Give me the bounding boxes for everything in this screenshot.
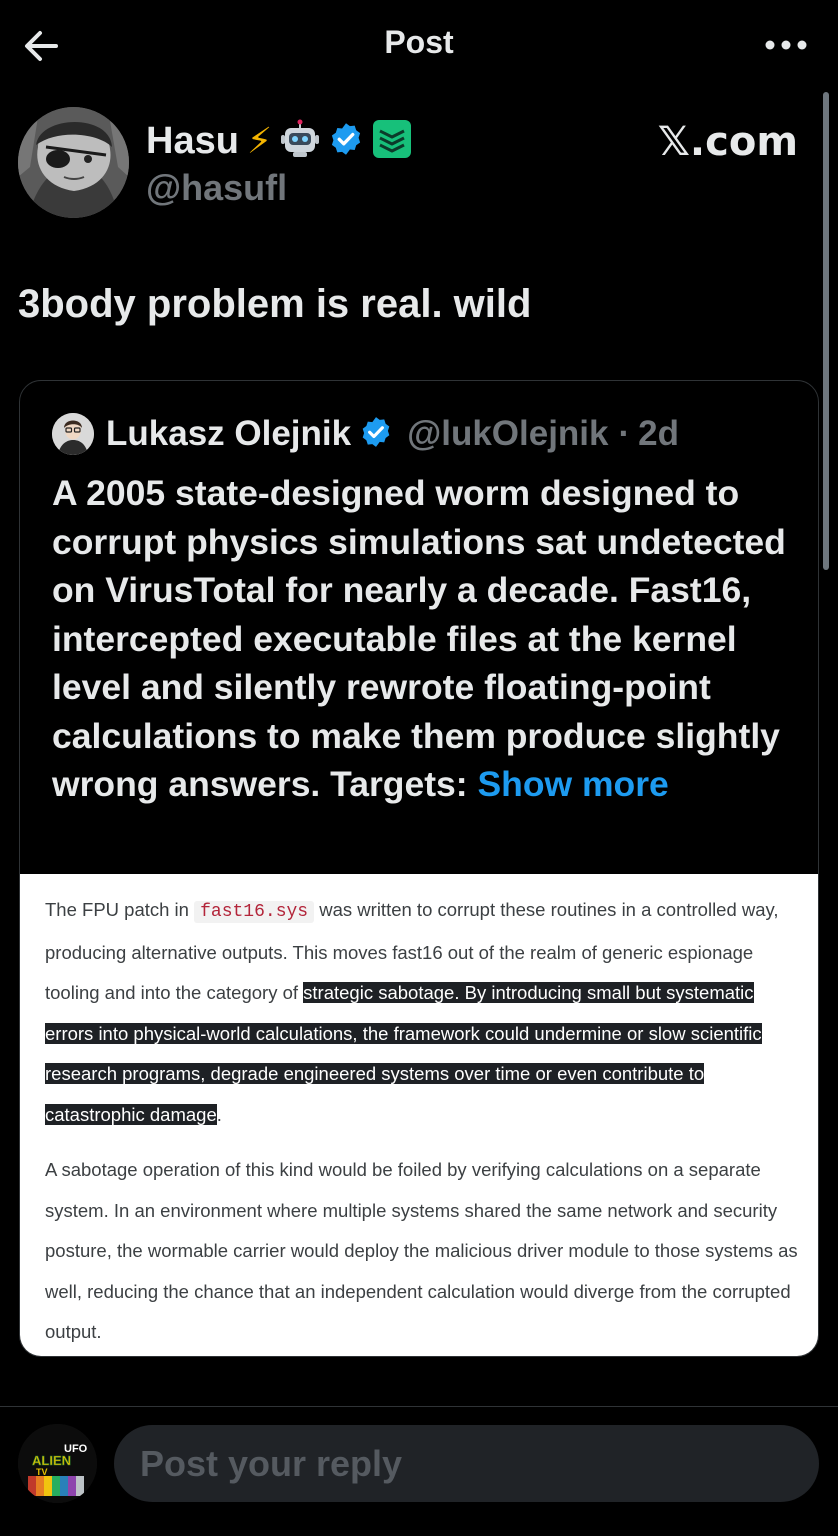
avatar-text-alien: ALIEN xyxy=(32,1453,71,1468)
verified-badge-icon[interactable] xyxy=(359,415,393,454)
show-more-link[interactable]: Show more xyxy=(477,764,669,804)
more-horizontal-icon[interactable] xyxy=(764,30,808,60)
author-name[interactable]: Hasu xyxy=(146,120,239,162)
quoted-post-body: A 2005 state-designed worm designed to corrupt physics simulations sat undetected on VirusTotal for nearly a decade. Fast16, intercepted executable files at the kernel level and silently rewrote floating-point calculations to make them produce slightly wrong answers. Targets: xyxy=(52,473,786,804)
verified-badge-icon[interactable] xyxy=(328,121,364,162)
quoted-post-text xyxy=(52,469,792,809)
code-snippet: fast16.sys xyxy=(194,901,314,923)
scrollbar[interactable] xyxy=(823,92,829,570)
dot-separator: · xyxy=(618,414,631,453)
post-text: 3body problem is real. wild xyxy=(18,282,532,326)
affiliate-badge-icon[interactable] xyxy=(372,119,412,164)
author-handle[interactable]: @hasufl xyxy=(146,167,288,208)
post-age: 2d xyxy=(638,414,680,453)
quoted-post-card[interactable] xyxy=(19,380,819,1357)
lightning-emoji: ⚡ xyxy=(246,121,273,162)
quoted-author-avatar[interactable] xyxy=(52,413,94,455)
image-text: was written to corrupt these routines in a controlled way, producing alternative outputs. This moves fast16 out of the realm of generic espionage tooling and into the category of xyxy=(45,899,779,1003)
image-text: . xyxy=(216,1103,222,1125)
avatar-text-ufo: UFO xyxy=(64,1443,88,1455)
reply-placeholder: Post your reply xyxy=(140,1443,403,1484)
highlighted-text: strategic sabotage. By introducing small but systematic errors into physical-world calculations, the framework could undermine or slow scientific research programs, degrade engineered systems over time or even contribute to catastrophic damage xyxy=(45,982,762,1125)
quoted-post-header xyxy=(52,413,679,455)
avatar[interactable] xyxy=(18,107,129,218)
avatar-text-tv: TV xyxy=(36,1467,48,1477)
image-paragraph-1 xyxy=(45,890,805,1135)
author-name-row xyxy=(146,119,412,164)
top-bar xyxy=(0,0,838,92)
image-paragraph-2: A sabotage operation of this kind would be foiled by verifying calculations on a separate system. In an environment where multiple systems shared the same network and security posture, the wormable carrier would deploy the malicious driver module to those systems as well, reducing the chance that an independent calculation would diverge from the corrupted output. xyxy=(45,1159,798,1342)
reply-avatar[interactable] xyxy=(18,1424,97,1503)
divider xyxy=(0,1406,838,1407)
reply-input[interactable] xyxy=(114,1425,819,1502)
quoted-post-image[interactable] xyxy=(20,874,819,1357)
post-author xyxy=(18,107,818,219)
quoted-author-handle[interactable]: @lukOlejnik xyxy=(407,414,609,453)
page-title: Post xyxy=(384,24,454,60)
quoted-author-name[interactable]: Lukasz Olejnik xyxy=(106,414,352,453)
brand-watermark: 𝕏.com xyxy=(657,119,798,165)
robot-emoji-icon xyxy=(280,119,320,164)
image-text: The FPU patch in xyxy=(45,899,195,920)
